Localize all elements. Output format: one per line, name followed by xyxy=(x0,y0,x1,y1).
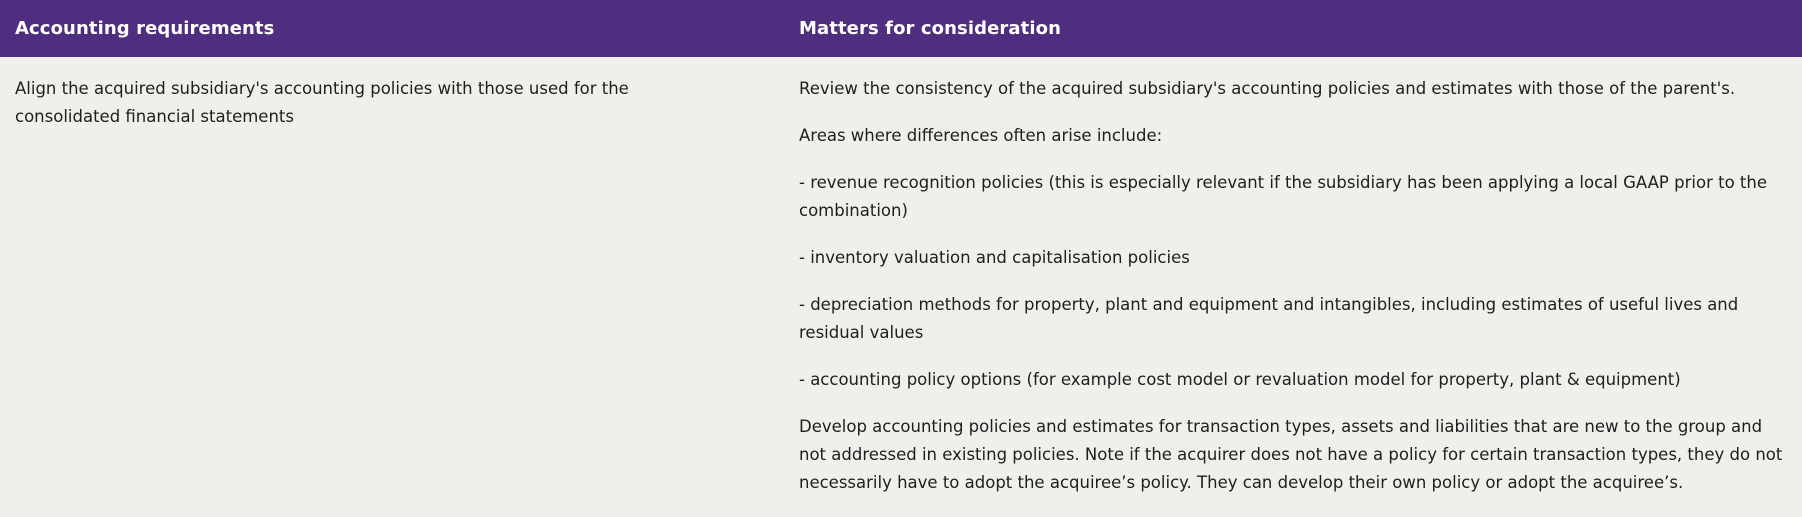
table-row xyxy=(0,57,1802,516)
consideration-bullet: - inventory valuation and capitalisation policies xyxy=(799,248,1190,267)
table-header xyxy=(0,0,1802,57)
consideration-bullet: - depreciation methods for property, plant and equipment and intangibles, including estimates of useful lives and residual values xyxy=(799,295,1739,342)
header-matters-for-consideration: Matters for consideration xyxy=(799,18,1061,39)
consideration-bullet: - revenue recognition policies (this is especially relevant if the subsidiary has been applying a local GAAP prior to the combination) xyxy=(799,173,1767,220)
considerations-cell xyxy=(785,57,1802,516)
header-accounting-requirements: Accounting requirements xyxy=(15,18,275,39)
requirement-cell xyxy=(0,57,785,516)
consideration-paragraph: Develop accounting policies and estimates for transaction types, assets and liabilities that are new to the group and not addressed in existing policies. Note if the acquirer does not have a policy for certain transaction types, they do not necessarily have to adopt the acquiree’s policy. They can develop their own policy or adopt the acquiree’s. xyxy=(799,417,1783,492)
consideration-paragraph: Review the consistency of the acquired subsidiary's accounting policies and estimates with those of the parent's. xyxy=(799,79,1736,98)
requirement-text: Align the acquired subsidiary's accounting policies with those used for the consolidated financial statements xyxy=(15,79,629,126)
consideration-paragraph: Areas where differences often arise include: xyxy=(799,126,1163,145)
consideration-bullet: - accounting policy options (for example cost model or revaluation model for property, plant & equipment) xyxy=(799,370,1681,389)
